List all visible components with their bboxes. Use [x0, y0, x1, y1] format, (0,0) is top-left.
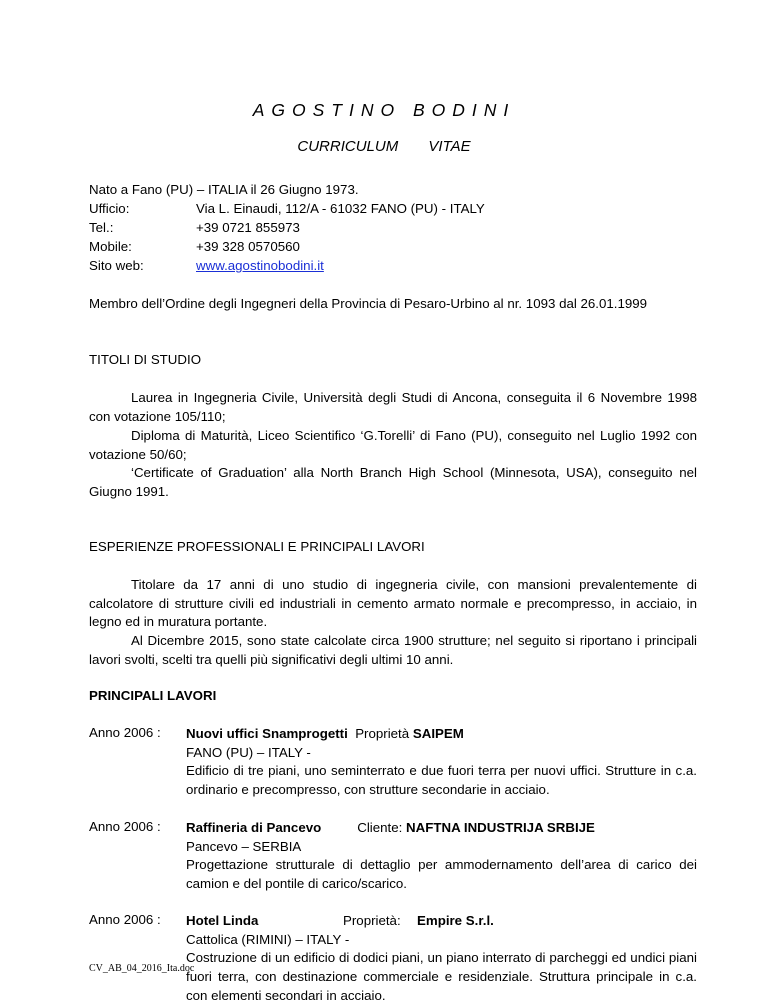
footer-filename: CV_AB_04_2016_Ita.doc — [89, 963, 195, 974]
office-value: Via L. Einaudi, 112/A - 61032 FANO (PU) - ITALY — [196, 201, 485, 216]
web-row — [89, 258, 324, 273]
experience-heading: ESPERIENZE PROFESSIONALI E PRINCIPALI LAVORI — [89, 539, 425, 554]
studies-item: ‘Certificate of Graduation’ alla North Branch High School (Minnesota, USA), conseguito nel Giugno 1991. — [89, 465, 697, 499]
experience-paragraph: Titolare da 17 anni di uno studio di ingegneria civile, con mansioni prevalentemente di calcolatore di strutture civili ed industriali in cemento armato normale e precompresso, in acciaio, in legno ed in muratura portante. — [89, 577, 697, 630]
studies-item: Diploma di Maturità, Liceo Scientifico ‘G.Torelli’ di Fano (PU), conseguito nel Luglio 1992 con votazione 50/60; — [89, 428, 697, 462]
mobile-label: Mobile: — [89, 239, 132, 254]
work-client-label: Proprietà: — [343, 913, 401, 928]
work-location: Pancevo – SERBIA — [186, 838, 302, 854]
work-entry — [186, 912, 697, 1006]
work-year: Anno 2006 : — [89, 819, 161, 834]
work-client: SAIPEM — [412, 726, 464, 741]
work-entry — [186, 819, 697, 894]
mobile-row — [89, 239, 300, 254]
work-location: FANO (PU) – ITALY - — [186, 744, 311, 760]
studies-heading: TITOLI DI STUDIO — [89, 352, 202, 367]
birth-line: Nato a Fano (PU) – ITALIA il 26 Giugno 1973. — [89, 182, 359, 197]
office-row — [89, 201, 485, 216]
work-description: Edificio di tre piani, uno seminterrato e due fuori terra per nuovi uffici. Strutture in c.a. ordinario e precompresso, con strutture secondarie in acciaio. — [186, 763, 697, 798]
membership-line: Membro dell’Ordine degli Ingegneri della Provincia di Pesaro-Urbino al nr. 1093 dal 26.01.1999 — [89, 296, 648, 311]
website-link[interactable]: www.agostinobodini.it — [196, 258, 324, 273]
experience-paragraph: Al Dicembre 2015, sono state calcolate circa 1900 strutture; nel seguito si riportano i principali lavori svolti, scelti tra quelli più significativi degli ultimi 10 anni. — [89, 633, 697, 667]
mobile-value: +39 328 0570560 — [196, 239, 300, 254]
works-heading: PRINCIPALI LAVORI — [89, 688, 217, 703]
studies-item: Laurea in Ingegneria Civile, Università degli Studi di Ancona, conseguita il 6 Novembre 1998 con votazione 105/110; — [89, 390, 697, 424]
work-client-label: Cliente: — [357, 820, 403, 835]
work-description: Progettazione strutturale di dettaglio per ammodernamento dell’area di carico dei camion e del pontile di carico/scarico. — [186, 857, 697, 892]
work-year: Anno 2006 : — [89, 725, 161, 740]
office-label: Ufficio: — [89, 201, 130, 216]
cv-subtitle: CURRICULUM VITAE — [297, 138, 471, 155]
work-client: Empire S.r.l. — [417, 913, 494, 928]
work-title: Hotel Linda — [186, 913, 259, 928]
work-description: Costruzione di un edificio di dodici piani, un piano interrato di parcheggi ed undici piani fuori terra, con destinazione commerciale e residenziale. Struttura principale in c.a. con elementi secondari in acciaio. — [186, 950, 697, 1003]
cv-name: AGOSTINO BODINI — [252, 100, 516, 120]
tel-label: Tel.: — [89, 220, 114, 235]
work-location: Cattolica (RIMINI) – ITALY - — [186, 931, 350, 947]
work-client: NAFTNA INDUSTRIJA SRBIJE — [406, 820, 595, 835]
work-client-label: Proprietà — [355, 726, 410, 741]
tel-row — [89, 220, 300, 235]
work-entry — [186, 725, 697, 800]
work-title: Nuovi uffici Snamprogetti — [186, 726, 348, 741]
web-label: Sito web: — [89, 258, 144, 273]
work-year: Anno 2006 : — [89, 912, 161, 927]
work-title: Raffineria di Pancevo — [186, 820, 322, 835]
tel-value: +39 0721 855973 — [196, 220, 300, 235]
